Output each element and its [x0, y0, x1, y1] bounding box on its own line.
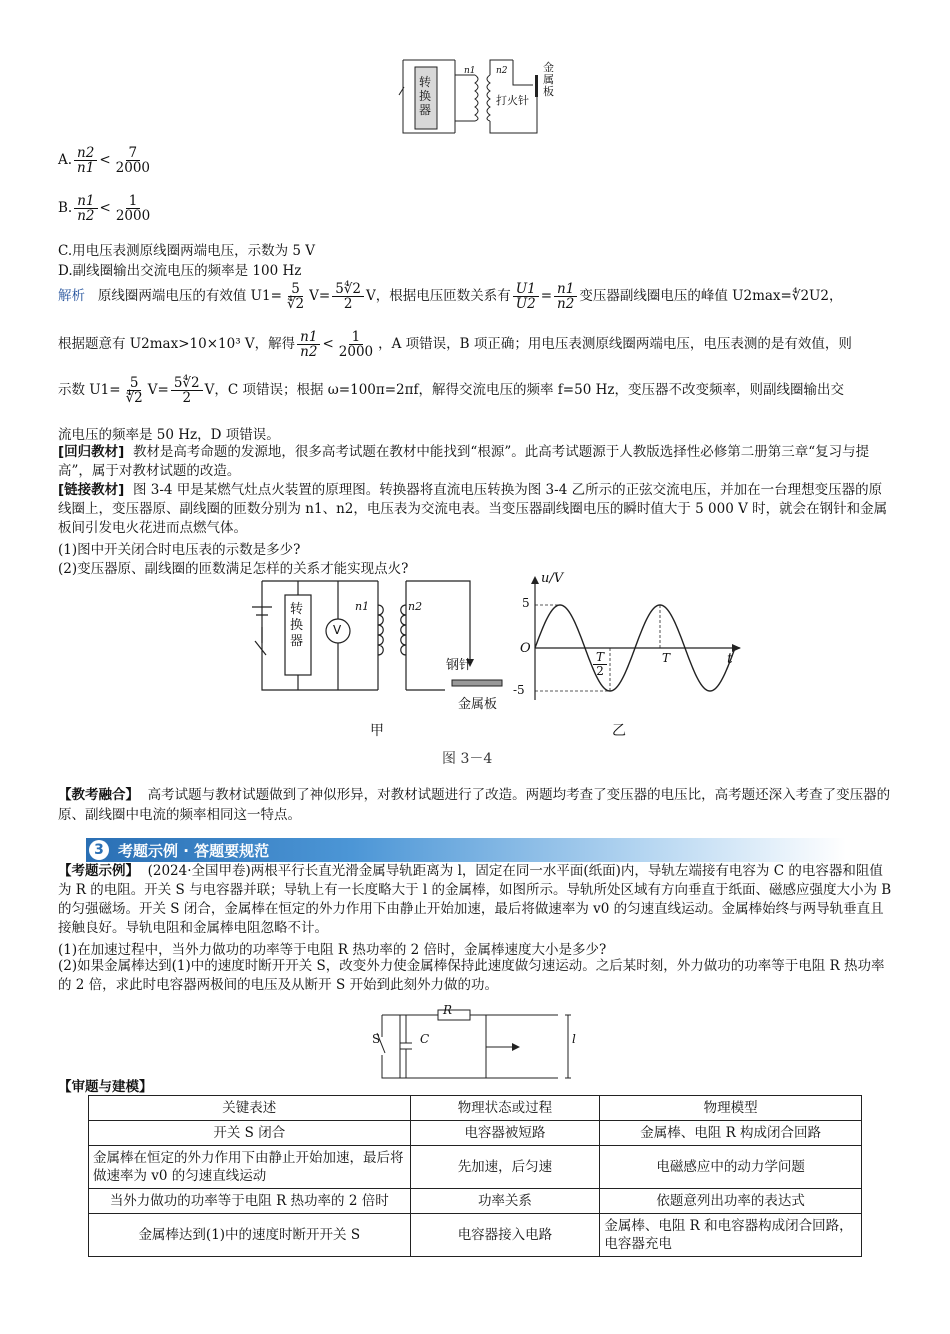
- rail-C-label: C: [420, 1032, 430, 1046]
- fig34-converter-label: 转换器: [290, 602, 304, 649]
- table-cell: 金属棒、电阻 R 和电容器构成闭合回路，电容器充电: [600, 1214, 862, 1257]
- fig34-plate-label: 金属板: [458, 697, 498, 712]
- rail-l-label: l: [572, 1032, 576, 1046]
- section-banner: [86, 838, 846, 862]
- fig34-yi-label: 乙: [612, 723, 626, 739]
- analysis-line-1: 解析 原线圈两端电压的有效值 U1= $\frac{5}{∜2}$ V= $\frac{5∜2}{2}$ V，根据电压匝数关系有 $\frac{U1}{U2}$ = $\frac{n1}{n2}$ 变压器副线圈电压的峰值 U2max=∜2U2，: [58, 281, 843, 313]
- model-table: [88, 1095, 862, 1257]
- table-row: [89, 1189, 862, 1214]
- table-cell: 功率关系: [410, 1189, 600, 1214]
- rail-S-label: S: [372, 1032, 381, 1046]
- option-a: A. $\frac{n2}{n1}$ < $\frac{7}{2000}$: [58, 145, 151, 177]
- huigui-paragraph: [回归教材] 教材是高考命题的发源地，很多高考试题在教材中能找到“根源”。此高考试题源于人教版选择性必修第二册第三章“复习与提高”，属于对教材试题的改造。: [58, 444, 870, 479]
- chart-xlabel: t: [727, 651, 733, 667]
- fig34-n2-label: n2: [408, 600, 423, 613]
- top-n2-label: n2: [496, 66, 508, 76]
- model-tag: 【审题与建模】: [58, 1079, 153, 1095]
- lianjie-q2: (2)变压器原、副线圈的匝数满足怎样的关系才能实现点火?: [58, 561, 409, 577]
- fig34-needle-label: 钢针: [446, 658, 473, 673]
- example-paragraph: 【考题示例】 (2024·全国甲卷)两根平行长直光滑金属导轨距离为 l，固定在同一水平面(纸面)内，导轨左端接有电容为 C 的电容器和阻值为 R 的电阻。开关 S 与电容器并联；导轨上有一长度略大于 l 的金属棒，如图所示。导轨所处区域有方向垂直于纸面、磁感应强度大小为 B 的匀强磁场。开关 S 闭合，金属棒在恒定的外力作用下由静止开始加速，最后将做速率为 v0 的匀速直线运动。金属棒始终与两导轨垂直且接触良好。导轨电阻和金属棒电阻忽略不计。: [58, 863, 892, 936]
- option-b: B. $\frac{n1}{n2}$ < $\frac{1}{2000}$: [58, 193, 151, 225]
- chart-ylabel: u/V: [541, 571, 564, 586]
- analysis-line-4: 流电压的频率是 50 Hz，D 项错误。: [58, 427, 280, 443]
- table-cell: 开关 S 闭合: [89, 1121, 411, 1146]
- lianjie-q1: (1)图中开关闭合时电压表的示数是多少?: [58, 542, 301, 558]
- table-cell: 电磁感应中的动力学问题: [600, 1146, 862, 1189]
- sine-chart: [505, 570, 750, 705]
- option-c: C.用电压表测原线圈两端电压，示数为 5 V: [58, 243, 316, 259]
- analysis-line-2: 根据题意有 U2max>10×10³ V，解得 $\frac{n1}{n2}$ < $\frac{1}{2000}$ ，A 项错误，B 项正确；用电压表测原线圈两端电压，电压表测的是有效值，则: [58, 329, 852, 361]
- rail-R-label: R: [443, 1003, 453, 1017]
- fig34-voltmeter-label: V: [333, 623, 342, 637]
- example-q1: (1)在加速过程中，当外力做功的功率等于电阻 R 热功率的 2 倍时，金属棒速度大小是多少?: [58, 942, 607, 958]
- analysis-tag: 解析: [58, 288, 85, 305]
- chart-xtick-half: $\frac{T}{2}$: [593, 651, 607, 677]
- table-row: [89, 1146, 862, 1189]
- table-cell: 金属棒达到(1)中的速度时断开开关 S: [89, 1214, 411, 1257]
- table-cell: 电容器被短路: [410, 1121, 600, 1146]
- fig34-caption: 图 3－4: [442, 751, 493, 767]
- table-row: [89, 1121, 862, 1146]
- table-cell: 金属棒在恒定的外力作用下由静止开始加速，最后将做速率为 v0 的匀速直线运动: [89, 1146, 411, 1189]
- table-cell: 当外力做功的功率等于电阻 R 热功率的 2 倍时: [89, 1189, 411, 1214]
- rail-circuit-figure: [368, 1003, 588, 1085]
- table-cell: 先加速，后匀速: [410, 1146, 600, 1189]
- top-needle-label: 打火针: [496, 94, 529, 107]
- top-n1-label: n1: [464, 66, 476, 76]
- model-header-cell: 物理模型: [600, 1096, 862, 1121]
- chart-origin: O: [520, 641, 531, 656]
- analysis-line-3: 示数 U1= $\frac{5}{∜2}$ V= $\frac{5∜2}{2}$ V，C 项错误；根据 ω=100π=2πf，解得交流电压的频率 f=50 Hz，变压器不改变频率，则副线圈输出交: [58, 375, 844, 407]
- table-row: [89, 1214, 862, 1257]
- option-d: D.副线圈输出交流电压的频率是 100 Hz: [58, 263, 302, 279]
- jiaokao-paragraph: 【教考融合】 高考试题与教材试题做到了神似形异，对教材试题进行了改造。两题均考查了变压器的电压比，高考题还深入考查了变压器的原、副线圈中电流的频率相同这一特点。: [58, 787, 891, 823]
- fig34-n1-label: n1: [355, 600, 370, 613]
- table-cell: 金属棒、电阻 R 构成闭合回路: [600, 1121, 862, 1146]
- chart-ytick-bottom: -5: [513, 683, 525, 697]
- table-cell: 依题意列出功率的表达式: [600, 1189, 862, 1214]
- table-cell: 电容器接入电路: [410, 1214, 600, 1257]
- section-title: 考题示例 · 答题要规范: [118, 842, 270, 860]
- model-header-cell: 关键表述: [89, 1096, 411, 1121]
- fig34-jia-label: 甲: [370, 723, 384, 739]
- model-header-cell: 物理状态或过程: [410, 1096, 600, 1121]
- chart-ytick-top: 5: [522, 596, 530, 610]
- lianjie-paragraph: [链接教材] 图 3-4 甲是某燃气灶点火装置的原理图。转换器将直流电压转换为图 3-4 乙所示的正弦交流电压，并加在一台理想变压器的原线圈上，变压器原、副线圈的匝数分别为 n1、n2，电压表为交流电表。当变压器副线圈电压的瞬时值大于 5 000 V 时，就会在钢针和金属板间引发电火花进而点燃气体。: [58, 482, 888, 536]
- top-converter-label: 转换器: [419, 75, 432, 117]
- example-q2: (2)如果金属棒达到(1)中的速度时断开开关 S，改变外力使金属棒保持此速度做匀速运动。之后某时刻，外力做功的功率等于电阻 R 热功率的 2 倍，求此时电容器两极间的电压及从断开 S 开始到此刻外力做的功。: [58, 958, 885, 993]
- section-number: 3: [89, 840, 109, 860]
- model-header-row: [89, 1096, 862, 1121]
- top-plate-label: 金属板: [543, 61, 554, 98]
- chart-xtick-full: T: [662, 651, 671, 665]
